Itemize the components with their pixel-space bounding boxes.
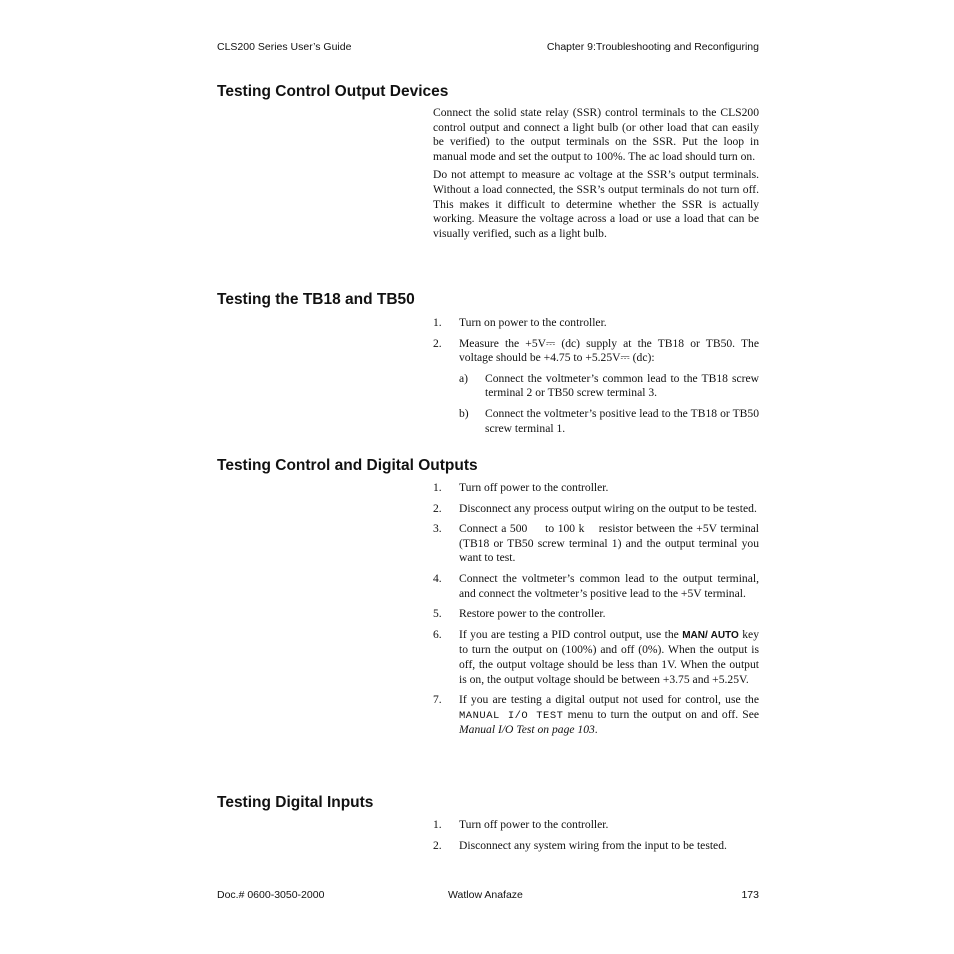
section-heading-digital-inputs: Testing Digital Inputs — [217, 794, 374, 811]
cross-reference: Manual I/O Test on page 103 — [459, 723, 595, 737]
step-text: Measure the +5V⎓ (dc) supply at the TB18 or TB50. The voltage should be +4.75 to +5.25V⎓ (dc): — [459, 336, 759, 365]
step-text: Restore power to the controller. — [459, 607, 606, 621]
footer-doc-number: Doc.# 0600-3050-2000 — [217, 889, 325, 901]
footer-page-number: 173 — [741, 889, 759, 901]
step-text: Connect the voltmeter’s common lead to the output terminal, and connect the voltmeter’s positive lead to the +5V terminal. — [459, 571, 759, 600]
step-text: Turn off power to the controller. — [459, 818, 609, 831]
step-text-pre: If you are testing a PID control output, use the — [459, 627, 683, 641]
list-item — [433, 693, 759, 738]
list-item — [433, 607, 759, 622]
step-number: 7. — [433, 693, 442, 707]
list-item — [433, 628, 759, 687]
substep-list — [459, 372, 759, 436]
step-text-post: key to turn the output on (100%) and off (0%). When the output is off, the output voltage should be less than 1V. When the output is on, the output voltage should be between +3.75 and +5.25V. — [459, 627, 760, 686]
step-text-post: . — [594, 723, 598, 737]
step-text: Disconnect any system wiring from the input to be tested. — [459, 838, 727, 852]
substep-text: Connect the voltmeter’s common lead to the TB18 screw terminal 2 or TB50 screw terminal 3. — [485, 371, 759, 400]
man-auto-key-label: MAN/ AUTO — [682, 629, 739, 641]
section-body-output-devices — [433, 106, 759, 241]
step-number: 1. — [433, 481, 442, 494]
running-header-chapter: Chapter 9:Troubleshooting and Reconfiguring — [546, 41, 759, 53]
step-list — [433, 481, 762, 738]
list-item — [433, 502, 759, 517]
footer-company: Watlow Anafaze — [448, 889, 523, 901]
list-item — [459, 372, 759, 401]
step-text: Turn on power to the controller. — [459, 316, 607, 329]
list-item — [433, 572, 759, 601]
list-item — [433, 316, 759, 331]
step-number: 6. — [433, 627, 442, 641]
step-number: 4. — [433, 571, 442, 585]
step-number: 1. — [433, 818, 442, 831]
step-list — [433, 818, 759, 853]
step-number: 2. — [433, 336, 442, 350]
section-body-digital-inputs — [433, 818, 759, 859]
step-number: 2. — [433, 501, 442, 515]
paragraph: Do not attempt to measure ac voltage at the SSR’s output terminals. Without a load connected, the SSR’s output terminals do not turn off. This makes it difficult to determine whether the SSR is actually working. Measure the voltage across a load or use a load that can be visually verified, such as a light bulb. — [433, 168, 759, 240]
step-number: 3. — [433, 522, 442, 536]
substep-text: Connect the voltmeter’s positive lead to the TB18 or TB50 screw terminal 1. — [485, 406, 759, 435]
substep-letter: b) — [459, 406, 469, 420]
substep-letter: a) — [459, 371, 469, 385]
step-text: Disconnect any process output wiring on the output to be tested. — [459, 501, 757, 515]
step-number: 5. — [433, 607, 442, 621]
section-body-tb18-tb50 — [433, 316, 759, 442]
running-header-title: CLS200 Series User’s Guide — [217, 41, 352, 53]
list-item — [433, 818, 759, 833]
list-item — [433, 522, 762, 566]
section-heading-output-devices: Testing Control Output Devices — [217, 83, 449, 100]
list-item — [459, 407, 759, 436]
list-item — [433, 839, 759, 854]
step-text: Connect a 500 to 100 k resistor between the +5V terminal (TB18 or TB50 screw terminal 1) and the output terminal you want to test. — [459, 522, 762, 565]
list-item — [433, 481, 759, 496]
step-text-mid: menu to turn the output on and off. See — [563, 707, 759, 721]
list-item — [433, 337, 759, 437]
step-text-pre: If you are testing a digital output not used for control, use the — [459, 693, 759, 707]
paragraph: Connect the solid state relay (SSR) control terminals to the CLS200 control output and connect a light bulb (or other load that can easily be verified) to the output terminals on the SSR. Put the loop in manual mode and set the output to 100%. The ac load should turn on. — [433, 106, 759, 163]
section-heading-tb18-tb50: Testing the TB18 and TB50 — [217, 291, 415, 308]
step-text: Turn off power to the controller. — [459, 481, 609, 494]
step-list — [433, 316, 759, 436]
section-body-control-digital-outputs — [433, 481, 762, 744]
step-number: 1. — [433, 316, 442, 329]
menu-name: MANUAL I/O TEST — [459, 709, 564, 722]
step-number: 2. — [433, 838, 442, 852]
section-heading-control-digital-outputs: Testing Control and Digital Outputs — [217, 457, 478, 474]
